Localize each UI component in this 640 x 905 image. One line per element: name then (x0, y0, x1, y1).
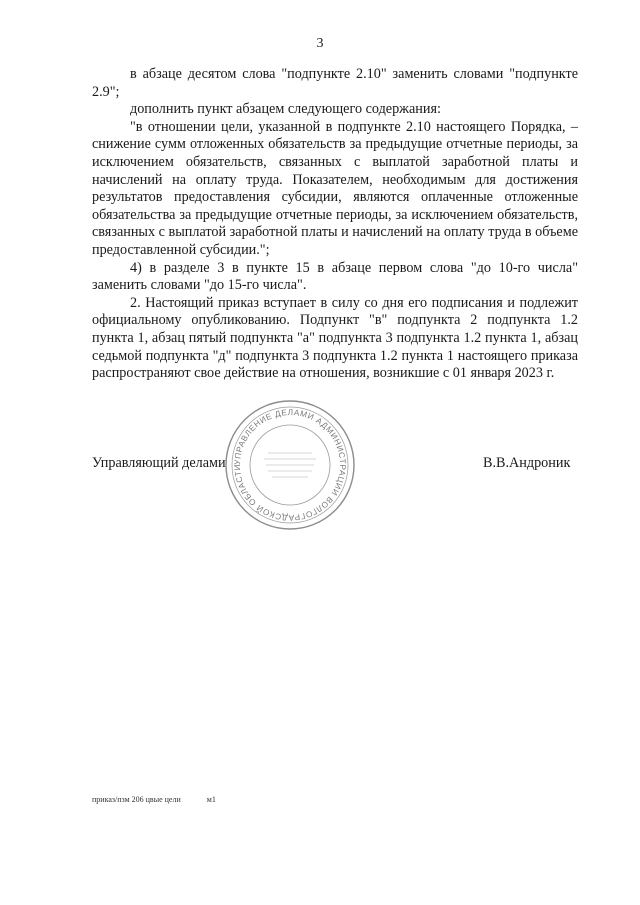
paragraph-4: 4) в разделе 3 в пункте 15 в абзаце первом слова "до 10-го числа" заменить словами "до 15-го числа". (92, 259, 578, 294)
footer-note (92, 795, 216, 804)
paragraph-5: 2. Настоящий приказ вступает в силу со дня его подписания и подлежит официальному опубликованию. Подпункт "в" подпункта 2 подпункта 1.2 пункта 1, абзац пятый подпункта "а" подпункта 3 подпункта 1.2 пункта 1, абзац седьмой подпункта "д" подпункта 3 подпункта 1.2 пункта 1 настоящего приказа распространяют свое действие на отношения, возникшие с 01 января 2023 г. (92, 294, 578, 382)
document-body (92, 66, 578, 383)
footer-file-name: приказ/пзм 206 цвые цели (92, 795, 181, 804)
seal-ring-text: УПРАВЛЕНИЕ ДЕЛАМИ АДМИНИСТРАЦИИ ВОЛГОГРАДСКОЙ ОБЛАСТИ (232, 407, 348, 523)
official-seal (222, 397, 358, 533)
footer-code: м1 (206, 795, 216, 804)
paragraph-1: в абзаце десятом слова "подпункте 2.10" заменить словами "подпункте 2.9"; (92, 66, 578, 100)
signatory-position: Управляющий делами (92, 455, 226, 471)
paragraph-3: "в отношении цели, указанной в подпункте 2.10 настоящего Порядка, – снижение сумм отложенных обязательств за предыдущие отчетные периоды, за исключением обязательств, связанных с выплатой заработной платы и начислений на оплату труда. Показателем, необходимым для достижения результатов предоставления субсидии, являются оплаченные отложенные обязательства за предыдущие отчетные периоды, за исключением обязательств, связанных с выплатой заработной платы и начислений на оплату труда в объеме предоставленной субсидии."; (92, 118, 578, 258)
page-number: 3 (316, 36, 324, 51)
paragraph-2: дополнить пункт абзацем следующего содержания: (130, 101, 441, 118)
signatory-name: В.В.Андроник (483, 455, 571, 471)
